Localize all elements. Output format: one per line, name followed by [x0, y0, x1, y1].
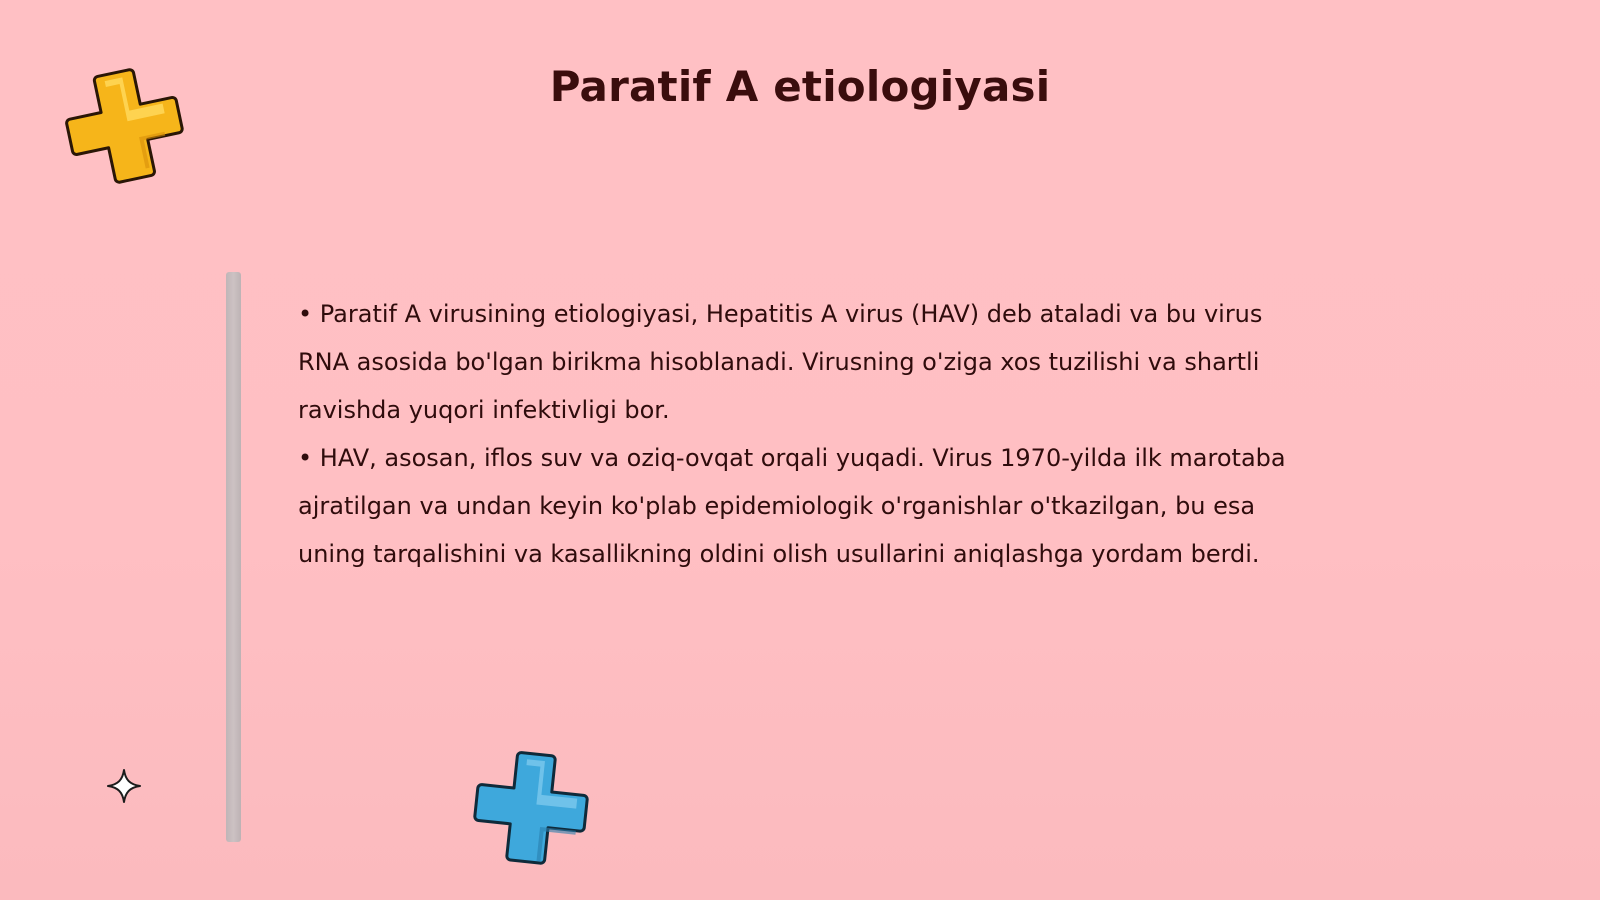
vertical-divider: [226, 272, 241, 842]
bullet-paragraph: • HAV, asosan, iflos suv va oziq-ovqat orqali yuqadi. Virus 1970-yilda ilk marotaba ajratilgan va undan keyin ko'plab epidemiologik o'rganishlar o'tkazilgan, bu esa uning tarqalishini va kasallikning oldini olish usullarini aniqlashga yordam berdi.: [298, 444, 1286, 568]
sparkle-icon: [106, 768, 142, 804]
bullet-paragraph: • Paratif A virusining etiologiyasi, Hepatitis A virus (HAV) deb ataladi va bu virus RNA asosida bo'lgan birikma hisoblanadi. Virusning o'ziga xos tuzilishi va shartli ravishda yuqori infektivligi bor.: [298, 300, 1263, 424]
slide-title: Paratif A etiologiyasi: [549, 62, 1051, 111]
blue-plus-icon: [470, 746, 594, 870]
yellow-plus-icon: [62, 62, 186, 186]
body-text: [298, 290, 1308, 578]
